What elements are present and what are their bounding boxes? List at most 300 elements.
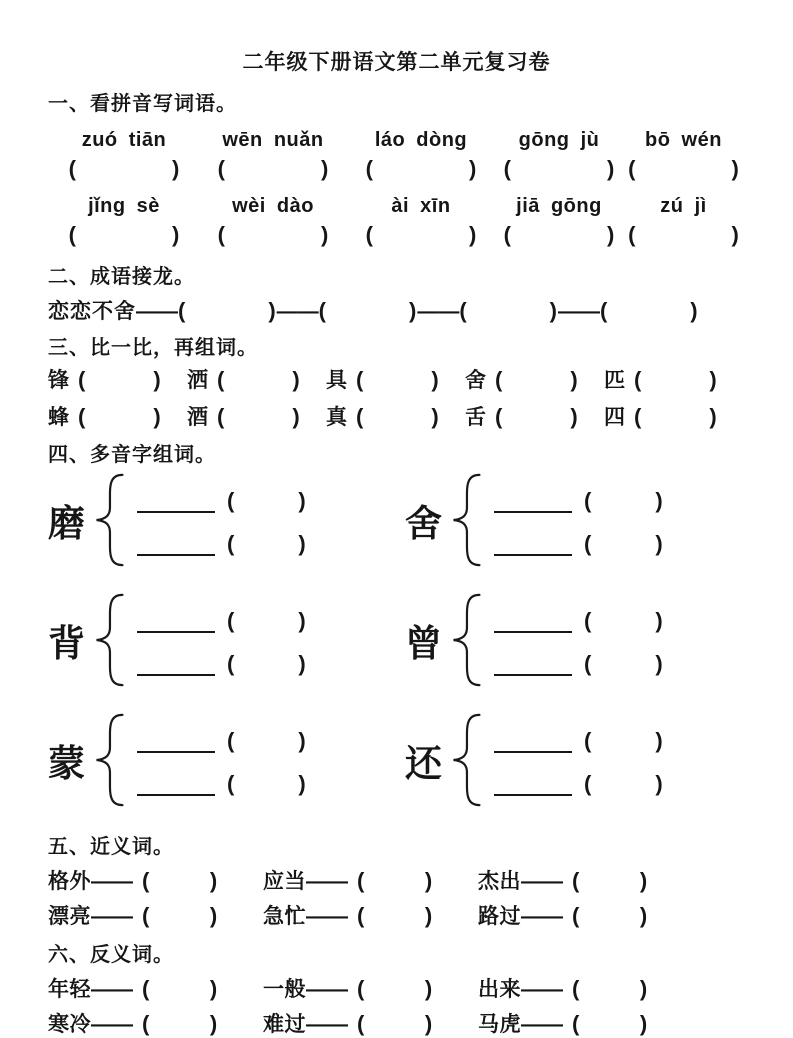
- answer-blank: [357, 870, 433, 893]
- synonym-cell: [48, 867, 263, 897]
- blank-gap: [234, 550, 298, 551]
- blank-gap: [225, 241, 321, 242]
- open-paren: (: [572, 868, 580, 893]
- answer-blank: [218, 221, 329, 249]
- close-paren: ): [292, 367, 300, 392]
- answer-dash: ——: [91, 978, 133, 1001]
- answer-blank: [584, 652, 663, 676]
- idiom-start-word: 恋恋不舍: [48, 300, 136, 323]
- open-paren: (: [628, 222, 636, 247]
- close-paren: ): [639, 976, 648, 1001]
- blank-gap: [502, 423, 570, 424]
- pinyin-word: láo dòng: [374, 129, 468, 151]
- polyphonic-character: 还: [405, 743, 442, 784]
- curly-brace-icon: [94, 472, 124, 568]
- blank-gap: [150, 995, 210, 996]
- compare-cell: [604, 403, 743, 435]
- polyphonic-answer-line: [137, 528, 306, 556]
- synonym-cell: [478, 867, 745, 897]
- blank-gap: [468, 317, 550, 318]
- answer-blank: [495, 367, 578, 392]
- write-line-blank: [494, 772, 572, 796]
- answer-dash: ——: [306, 978, 348, 1001]
- polyphonic-answer-lines: [494, 605, 663, 676]
- open-paren: (: [495, 404, 503, 429]
- antonym-word: 年轻: [48, 978, 91, 1001]
- antonym-cell: [48, 975, 263, 1005]
- pinyin-row: [48, 192, 745, 220]
- write-line-blank: [137, 772, 215, 796]
- antonym-rows: [48, 975, 745, 1038]
- compare-character: 真: [326, 406, 347, 429]
- polyphonic-answer-line: [137, 648, 306, 676]
- close-paren: ): [607, 156, 615, 181]
- open-paren: (: [217, 404, 225, 429]
- close-paren: ): [731, 156, 739, 181]
- blank-gap: [85, 386, 153, 387]
- open-paren: (: [584, 607, 592, 633]
- blank-gap: [511, 241, 607, 242]
- close-paren: ): [153, 404, 161, 429]
- close-paren: ): [655, 770, 663, 796]
- blank-gap: [225, 175, 321, 176]
- blank-gap: [591, 670, 655, 671]
- close-paren: ): [424, 903, 433, 928]
- answer-blank: [357, 978, 433, 1001]
- answer-blank: [142, 870, 218, 893]
- answer-blank: [584, 729, 663, 753]
- answer-blank: [319, 300, 418, 323]
- answer-blank: [357, 1013, 433, 1036]
- blank-gap: [76, 175, 172, 176]
- blank-gap: [641, 386, 709, 387]
- write-line-blank: [494, 652, 572, 676]
- antonym-word: 出来: [478, 978, 521, 1001]
- polyphonic-item: [405, 592, 663, 688]
- polyphonic-answer-line: [494, 768, 663, 796]
- pinyin-word: jǐng sè: [88, 195, 160, 217]
- compare-rows: [48, 366, 745, 435]
- blank-gap: [591, 790, 655, 791]
- pinyin-rows: [48, 126, 745, 249]
- compare-cell: [48, 366, 187, 398]
- pinyin-answer-cell: [496, 221, 622, 249]
- answer-blank: [634, 367, 717, 392]
- synonym-cell: [263, 867, 478, 897]
- antonym-cell: [263, 1010, 478, 1038]
- compare-cell: [326, 366, 465, 398]
- close-paren: ): [321, 156, 329, 181]
- polyphonic-character: 背: [48, 623, 85, 664]
- answer-blank: [227, 489, 306, 513]
- polyphonic-answer-line: [494, 725, 663, 753]
- section-compare-words: [48, 335, 745, 435]
- open-paren: (: [217, 222, 225, 247]
- write-line-blank: [494, 489, 572, 513]
- answer-blank: [600, 300, 699, 323]
- compare-row: [48, 366, 745, 398]
- polyphonic-row: [48, 592, 745, 688]
- open-paren: (: [68, 222, 76, 247]
- pinyin-word: gōng jù: [518, 129, 600, 151]
- polyphonic-character: 蒙: [48, 743, 85, 784]
- answer-blank: [227, 532, 306, 556]
- open-paren: (: [459, 298, 468, 323]
- compare-row: [48, 403, 745, 435]
- section-polyphonic: [48, 442, 745, 808]
- open-paren: (: [503, 222, 511, 247]
- blank-gap: [365, 995, 425, 996]
- answer-blank: [142, 905, 218, 928]
- pinyin-row: [48, 126, 745, 154]
- open-paren: (: [584, 530, 592, 556]
- answer-blank: [142, 978, 218, 1001]
- open-paren: (: [572, 903, 580, 928]
- compare-character: 酒: [187, 406, 208, 429]
- pinyin-word: bō wén: [645, 129, 722, 151]
- polyphonic-answer-line: [137, 485, 306, 513]
- pinyin-word: ài xīn: [391, 195, 451, 217]
- blank-gap: [85, 423, 153, 424]
- pinyin-answer-cell: [346, 155, 496, 183]
- blank-gap: [591, 507, 655, 508]
- antonym-cell: [478, 975, 745, 1005]
- close-paren: ): [298, 727, 306, 753]
- close-paren: ): [690, 298, 699, 323]
- pinyin-answer-row: [48, 155, 745, 183]
- antonym-cell: [478, 1010, 745, 1038]
- close-paren: ): [424, 868, 433, 893]
- blank-gap: [636, 241, 732, 242]
- pinyin-answer-row: [48, 221, 745, 249]
- answer-blank: [504, 155, 615, 183]
- answer-blank: [218, 155, 329, 183]
- open-paren: (: [227, 530, 235, 556]
- close-paren: ): [709, 367, 717, 392]
- close-paren: ): [298, 770, 306, 796]
- open-paren: (: [78, 404, 86, 429]
- curly-brace-icon: [451, 472, 481, 568]
- close-paren: ): [298, 607, 306, 633]
- polyphonic-answer-line: [137, 768, 306, 796]
- polyphonic-answer-line: [494, 528, 663, 556]
- compare-character: 舍: [465, 369, 486, 392]
- polyphonic-answer-line: [137, 725, 306, 753]
- polyphonic-answer-lines: [137, 725, 306, 796]
- antonym-cell: [48, 1010, 263, 1038]
- answer-blank: [628, 221, 739, 249]
- blank-gap: [580, 887, 640, 888]
- answer-dash: ——: [91, 870, 133, 893]
- close-paren: ): [298, 650, 306, 676]
- blank-gap: [234, 670, 298, 671]
- section-idiom-chain: [48, 264, 745, 327]
- blank-gap: [150, 887, 210, 888]
- curly-brace-icon: [94, 592, 124, 688]
- blank-gap: [150, 922, 210, 923]
- polyphonic-answer-lines: [494, 725, 663, 796]
- close-paren: ): [298, 487, 306, 513]
- write-line-blank: [137, 489, 215, 513]
- close-paren: ): [172, 156, 180, 181]
- blank-gap: [150, 1030, 210, 1031]
- polyphonic-answer-lines: [494, 485, 663, 556]
- section-compare-heading: 三、比一比，再组词。: [48, 337, 258, 359]
- compare-cell: [465, 366, 604, 398]
- close-paren: ): [321, 222, 329, 247]
- polyphonic-row: [48, 712, 745, 808]
- antonym-row: [48, 1010, 745, 1038]
- compare-character: 洒: [187, 369, 208, 392]
- answer-blank: [495, 404, 578, 429]
- pinyin-answer-cell: [48, 221, 200, 249]
- close-paren: ): [549, 298, 558, 323]
- open-paren: (: [495, 367, 503, 392]
- blank-gap: [363, 386, 431, 387]
- polyphonic-answer-lines: [137, 485, 306, 556]
- open-paren: (: [634, 367, 642, 392]
- section-antonyms-heading: 六、反义词。: [48, 944, 174, 966]
- close-paren: ): [153, 367, 161, 392]
- close-paren: ): [469, 156, 477, 181]
- page-title: 二年级下册语文第二单元复习卷: [242, 51, 551, 74]
- pinyin-answer-cell: [48, 155, 200, 183]
- section-polyphonic-heading: 四、多音字组词。: [48, 444, 216, 466]
- close-paren: ): [570, 404, 578, 429]
- blank-gap: [327, 317, 409, 318]
- section-synonyms-heading: 五、近义词。: [48, 836, 174, 858]
- synonym-word: 急忙: [263, 905, 306, 928]
- answer-blank: [69, 221, 180, 249]
- open-paren: (: [357, 976, 365, 1001]
- close-paren: ): [607, 222, 615, 247]
- polyphonic-character: 舍: [405, 503, 442, 544]
- open-paren: (: [217, 367, 225, 392]
- curly-brace-icon: [451, 592, 481, 688]
- compare-cell: [48, 403, 187, 435]
- synonym-word: 路过: [478, 905, 521, 928]
- write-line-blank: [137, 652, 215, 676]
- chain-dash: ——: [136, 300, 178, 323]
- close-paren: ): [424, 1011, 433, 1036]
- blank-gap: [591, 747, 655, 748]
- close-paren: ): [570, 367, 578, 392]
- answer-blank: [366, 155, 477, 183]
- blank-gap: [580, 1030, 640, 1031]
- blank-gap: [373, 175, 469, 176]
- answer-blank: [504, 221, 615, 249]
- blank-gap: [186, 317, 268, 318]
- pinyin-answer-cell: [200, 221, 346, 249]
- polyphonic-item: [48, 592, 405, 688]
- curly-brace-icon: [94, 712, 124, 808]
- blank-gap: [234, 747, 298, 748]
- blank-gap: [580, 995, 640, 996]
- close-paren: ): [639, 1011, 648, 1036]
- close-paren: ): [209, 868, 218, 893]
- open-paren: (: [178, 298, 187, 323]
- polyphonic-answer-line: [494, 605, 663, 633]
- polyphonic-answer-line: [137, 605, 306, 633]
- answer-blank: [572, 1013, 648, 1036]
- close-paren: ): [709, 404, 717, 429]
- open-paren: (: [584, 727, 592, 753]
- close-paren: ): [408, 298, 418, 323]
- polyphonic-item: [48, 712, 405, 808]
- polyphonic-character: 磨: [48, 503, 85, 544]
- pinyin-word: wēn nuǎn: [222, 129, 324, 151]
- polyphonic-item: [405, 712, 663, 808]
- answer-blank: [227, 652, 306, 676]
- open-paren: (: [227, 487, 235, 513]
- pinyin-answer-cell: [200, 155, 346, 183]
- close-paren: ): [209, 1011, 218, 1036]
- close-paren: ): [655, 727, 663, 753]
- section-antonyms: [48, 942, 745, 1038]
- open-paren: (: [217, 156, 225, 181]
- polyphonic-rows: [48, 472, 745, 808]
- answer-blank: [357, 905, 433, 928]
- open-paren: (: [572, 1011, 580, 1036]
- open-paren: (: [356, 367, 364, 392]
- compare-cell: [465, 403, 604, 435]
- close-paren: ): [431, 367, 439, 392]
- synonym-cell: [478, 902, 745, 932]
- synonym-word: 漂亮: [48, 905, 91, 928]
- blank-gap: [511, 175, 607, 176]
- blank-gap: [234, 627, 298, 628]
- pinyin-answer-cell: [346, 221, 496, 249]
- pinyin-word: zú jì: [660, 195, 707, 217]
- chain-dash: ——: [557, 300, 600, 323]
- polyphonic-answer-line: [494, 648, 663, 676]
- compare-cell: [187, 366, 326, 398]
- answer-dash: ——: [521, 905, 563, 928]
- answer-blank: [572, 978, 648, 1001]
- close-paren: ): [655, 530, 663, 556]
- open-paren: (: [142, 903, 150, 928]
- answer-blank: [69, 155, 180, 183]
- antonym-word: 寒冷: [48, 1013, 91, 1036]
- compare-character: 锋: [48, 369, 69, 392]
- close-paren: ): [298, 530, 306, 556]
- pinyin-word: wèi dào: [232, 195, 314, 217]
- chain-dash: ——: [417, 300, 460, 323]
- pinyin-answer-cell: [622, 221, 745, 249]
- close-paren: ): [639, 868, 648, 893]
- compare-cell: [604, 366, 743, 398]
- open-paren: (: [68, 156, 76, 181]
- blank-gap: [591, 627, 655, 628]
- synonym-row: [48, 902, 745, 932]
- answer-blank: [356, 367, 439, 392]
- open-paren: (: [599, 298, 609, 323]
- answer-dash: ——: [91, 905, 133, 928]
- write-line-blank: [494, 609, 572, 633]
- write-line-blank: [494, 729, 572, 753]
- compare-character: 匹: [604, 369, 625, 392]
- blank-gap: [365, 922, 425, 923]
- open-paren: (: [628, 156, 636, 181]
- close-paren: ): [172, 222, 180, 247]
- answer-blank: [584, 772, 663, 796]
- write-line-blank: [137, 729, 215, 753]
- open-paren: (: [227, 650, 235, 676]
- pinyin-word: jiā gōng: [516, 195, 602, 217]
- synonym-word: 杰出: [478, 870, 521, 893]
- answer-dash: ——: [521, 870, 563, 893]
- blank-gap: [502, 386, 570, 387]
- open-paren: (: [365, 222, 373, 247]
- open-paren: (: [356, 404, 364, 429]
- compare-cell: [326, 403, 465, 435]
- synonym-row: [48, 867, 745, 897]
- synonym-word: 格外: [48, 870, 91, 893]
- blank-gap: [365, 887, 425, 888]
- idiom-chain-line: [48, 297, 745, 327]
- blank-gap: [224, 423, 292, 424]
- open-paren: (: [227, 770, 235, 796]
- answer-blank: [628, 155, 739, 183]
- open-paren: (: [584, 487, 592, 513]
- open-paren: (: [318, 298, 327, 323]
- open-paren: (: [584, 770, 592, 796]
- answer-blank: [227, 772, 306, 796]
- open-paren: (: [634, 404, 642, 429]
- synonym-rows: [48, 867, 745, 932]
- section-idiom-heading: 二、成语接龙。: [48, 266, 195, 288]
- open-paren: (: [142, 868, 150, 893]
- blank-gap: [636, 175, 732, 176]
- answer-blank: [227, 609, 306, 633]
- close-paren: ): [639, 903, 648, 928]
- answer-blank: [78, 404, 161, 429]
- answer-dash: ——: [91, 1013, 133, 1036]
- compare-character: 舌: [465, 406, 486, 429]
- blank-gap: [608, 317, 690, 318]
- close-paren: ): [655, 607, 663, 633]
- close-paren: ): [655, 650, 663, 676]
- close-paren: ): [655, 487, 663, 513]
- polyphonic-answer-line: [494, 485, 663, 513]
- curly-brace-icon: [451, 712, 481, 808]
- blank-gap: [641, 423, 709, 424]
- open-paren: (: [357, 903, 365, 928]
- answer-dash: ——: [306, 905, 348, 928]
- polyphonic-answer-lines: [137, 605, 306, 676]
- antonym-word: 一般: [263, 978, 306, 1001]
- open-paren: (: [357, 868, 365, 893]
- section-pinyin: [48, 91, 745, 249]
- answer-blank: [142, 1013, 218, 1036]
- compare-character: 具: [326, 369, 347, 392]
- open-paren: (: [227, 727, 235, 753]
- open-paren: (: [357, 1011, 365, 1036]
- answer-blank: [217, 367, 300, 392]
- answer-blank: [634, 404, 717, 429]
- close-paren: ): [209, 903, 218, 928]
- answer-blank: [459, 300, 558, 323]
- write-line-blank: [137, 609, 215, 633]
- synonym-cell: [48, 902, 263, 932]
- answer-blank: [227, 729, 306, 753]
- blank-gap: [363, 423, 431, 424]
- blank-gap: [76, 241, 172, 242]
- blank-gap: [234, 790, 298, 791]
- answer-blank: [366, 221, 477, 249]
- open-paren: (: [142, 976, 150, 1001]
- answer-blank: [356, 404, 439, 429]
